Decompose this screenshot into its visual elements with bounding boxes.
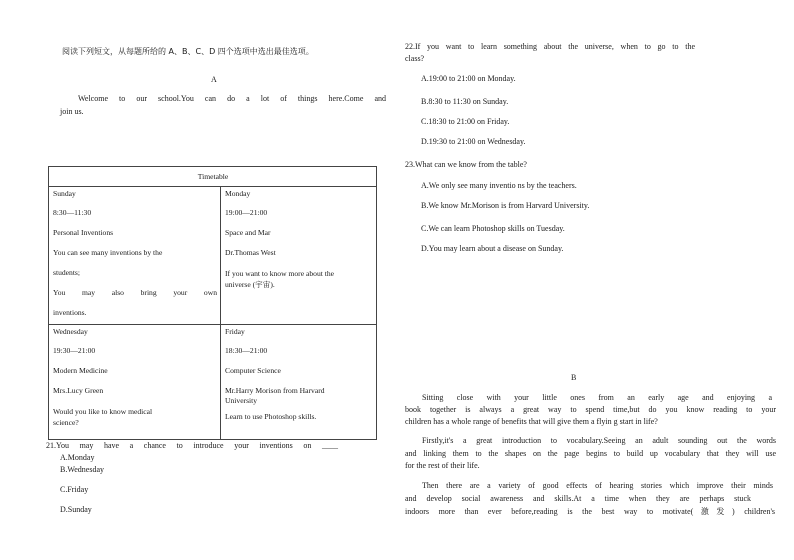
- wednesday-detail-1: Would you like to know medical: [53, 407, 153, 416]
- monday-detail-1: If you want to know more about the: [225, 269, 335, 278]
- monday-detail-2: universe (宇宙).: [225, 280, 275, 289]
- q22-option-c: C.18:30 to 21:00 on Friday.: [421, 117, 510, 126]
- wednesday-subject: Modern Medicine: [53, 366, 108, 375]
- q23-option-b: B.We know Mr.Morison is from Harvard University.: [421, 201, 590, 210]
- friday-detail-1: Learn to use Photoshop skills.: [225, 412, 317, 421]
- section-b-heading: B: [571, 373, 577, 382]
- para1-line-1: Sitting close with your little ones from an early age and enjoying a: [422, 393, 772, 402]
- instruction: 阅读下列短文，从每题所给的 A、B、C、D 四个选项中选出最佳选项。: [62, 47, 314, 56]
- q21-option-d: D.Sunday: [60, 505, 92, 514]
- para2-line-2: and linking them to the shapes on the page begins to build up vocabulary that they will use: [405, 449, 776, 458]
- friday-subject: Computer Science: [225, 366, 281, 375]
- timetable: [48, 166, 377, 440]
- friday-time: 18:30—21:00: [225, 346, 268, 355]
- para3-line-3: indoors more than ever before,reading is the best way to motivate(激发) children's: [405, 507, 775, 516]
- monday-subject: Space and Mar: [225, 228, 271, 237]
- q22-stem-1: 22.If you want to learn something about the universe, when to go to the: [405, 42, 695, 51]
- wednesday-detail: [53, 404, 217, 439]
- sunday-detail-2: students;: [53, 268, 81, 277]
- q21-option-b: B.Wednesday: [60, 465, 105, 474]
- friday-teacher: [225, 384, 373, 410]
- cell-monday: [221, 187, 377, 325]
- para3-line-2: and develop social awareness and skills.At a time when they are perhaps stuck: [405, 494, 751, 503]
- wednesday-time: 19:30—21:00: [53, 346, 96, 355]
- q22-option-d: D.19:30 to 21:00 on Wednesday.: [421, 137, 526, 146]
- wednesday-teacher: Mrs.Lucy Green: [53, 386, 104, 395]
- q23-option-d: D.You may learn about a disease on Sunday.: [421, 244, 564, 253]
- para3-line-1: Then there are a variety of good effects of hearing stories which improve their minds: [422, 481, 773, 490]
- q22-option-a: A.19:00 to 21:00 on Monday.: [421, 74, 516, 83]
- cell-wednesday: [49, 325, 221, 440]
- timetable-title: Timetable: [49, 167, 377, 187]
- sunday-subject: Personal Inventions: [53, 228, 114, 237]
- sunday-day: Sunday: [53, 189, 76, 198]
- intro-line-1: Welcome to our school.You can do a lot of things here.Come and: [78, 94, 386, 103]
- section-a-heading: A: [211, 75, 217, 84]
- sunday-detail-3: You may also bring your own: [53, 288, 217, 297]
- q21-option-a: A.Monday: [60, 453, 95, 462]
- friday-teacher-1: Mr.Harry Morison from Harvard: [225, 386, 325, 395]
- para2-line-3: for the rest of their life.: [405, 461, 480, 470]
- friday-teacher-2: University: [225, 396, 258, 405]
- sunday-time: 8:30—11:30: [53, 208, 92, 217]
- friday-day: Friday: [225, 327, 245, 336]
- q22-stem-2: class?: [405, 54, 425, 63]
- sunday-detail-1: You can see many inventions by the: [53, 248, 163, 257]
- cell-friday: [221, 325, 377, 440]
- para1-line-3: children has a whole range of benefits that will give them a flyin g start in life?: [405, 417, 658, 426]
- q21-stem: 21.You may have a chance to introduce your inventions on ____: [46, 441, 338, 450]
- monday-time: 19:00—21:00: [225, 208, 268, 217]
- q23-option-c: C.We can learn Photoshop skills on Tuesday.: [421, 224, 565, 233]
- wednesday-detail-2: science?: [53, 418, 79, 427]
- monday-day: Monday: [225, 189, 251, 198]
- q22-option-b: B.8:30 to 11:30 on Sunday.: [421, 97, 509, 106]
- q21-option-c: C.Friday: [60, 485, 89, 494]
- monday-detail: [225, 266, 373, 290]
- sunday-detail-4: inventions.: [53, 308, 87, 317]
- wednesday-day: Wednesday: [53, 327, 88, 336]
- cell-sunday: [49, 187, 221, 325]
- monday-teacher: Dr.Thomas West: [225, 248, 276, 257]
- q23-option-a: A.We only see many inventio ns by the teachers.: [421, 181, 577, 190]
- para1-line-2: book together is always a great way to spend time,but do you know reading to your: [405, 405, 776, 414]
- intro-line-2: join us.: [60, 107, 84, 116]
- para2-line-1: Firstly,it's a great introduction to vocabulary.Seeing an adult sounding out the words: [422, 436, 776, 445]
- q23-stem: 23.What can we know from the table?: [405, 160, 527, 169]
